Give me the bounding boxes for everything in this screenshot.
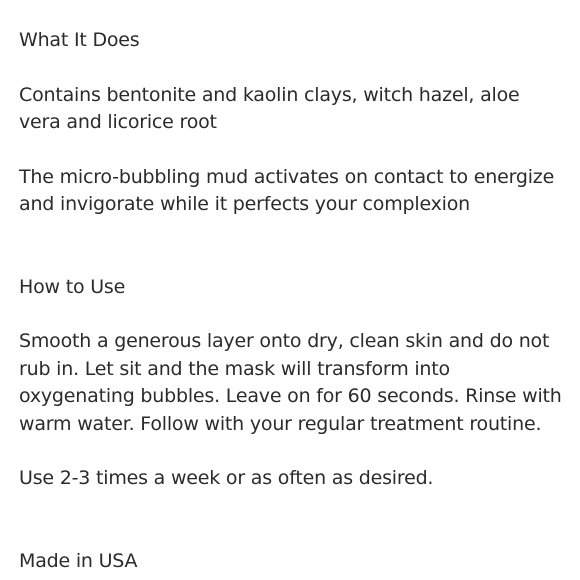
spacer <box>19 438 564 465</box>
spacer <box>19 219 564 274</box>
what-it-does-heading: What It Does <box>19 29 140 51</box>
product-description <box>19 27 564 575</box>
spacer <box>19 493 564 548</box>
spacer <box>19 301 564 328</box>
frequency-paragraph: Use 2-3 times a week or as often as desired. <box>19 467 434 489</box>
made-in-text: Made in USA <box>19 549 138 572</box>
instructions-paragraph: Smooth a generous layer onto dry, clean skin and do not rub in. Let sit and the mask will transform into oxygenating bubbles. Leave on for 60 seconds. Rinse with warm water. Follow with your regular treatment routine. <box>19 330 562 435</box>
ingredients-paragraph: Contains bentonite and kaolin clays, witch hazel, aloe vera and licorice root <box>19 83 520 133</box>
spacer <box>19 55 564 82</box>
benefits-paragraph: The micro-bubbling mud activates on contact to energize and invigorate while it perfects your complexion <box>19 165 555 215</box>
how-to-use-heading: How to Use <box>19 275 126 298</box>
spacer <box>19 137 564 164</box>
